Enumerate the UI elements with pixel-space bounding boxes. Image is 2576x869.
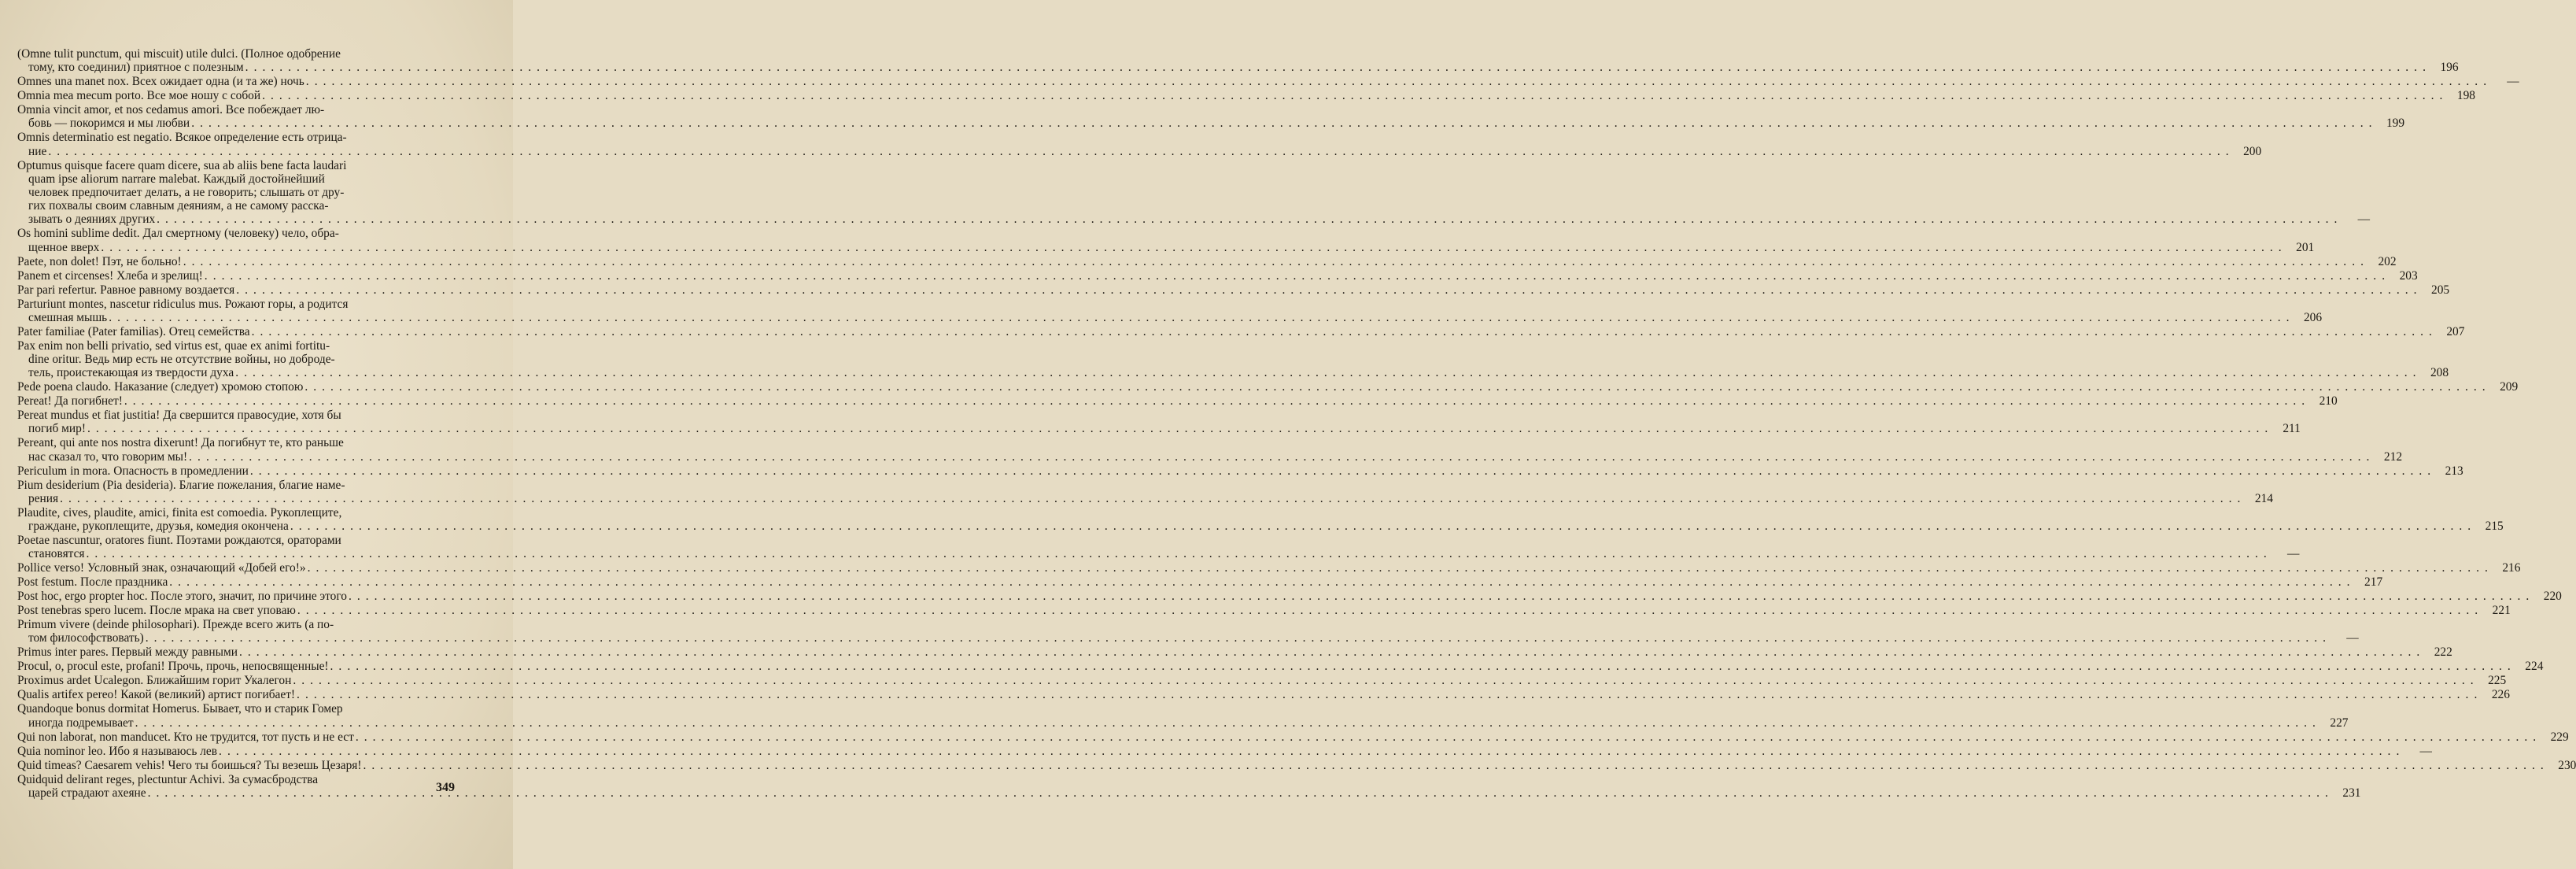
entry-line <box>17 409 458 422</box>
index-entry <box>17 75 2519 89</box>
entry-page-ref: 217 <box>2364 575 2383 590</box>
entry-text: Par pari refertur. Равное равному воздается <box>17 283 235 297</box>
entry-line <box>17 436 458 449</box>
entry-text: Plaudite, cives, plaudite, amici, finita est comoedia. Рукоплещите, <box>17 505 342 520</box>
dot-leader <box>235 366 2417 379</box>
dot-leader <box>205 269 2386 283</box>
entry-page-ref: 226 <box>2491 688 2510 702</box>
entry-page-ref: 206 <box>2303 310 2323 324</box>
dot-leader <box>146 631 2327 645</box>
dot-leader <box>157 213 2338 226</box>
index-entry <box>17 604 2511 618</box>
entry-line <box>17 394 2338 409</box>
dot-leader <box>219 745 2401 758</box>
entry-line <box>17 464 2463 478</box>
entry-line <box>17 213 2371 227</box>
dot-leader <box>189 450 2371 464</box>
entry-text: погиб мир! <box>28 422 86 436</box>
index-entry <box>17 394 2338 409</box>
entry-text: рения <box>28 491 59 505</box>
entry-text: Pium desiderium (Pia desideria). Благие пожелания, благие наме- <box>17 478 345 492</box>
dot-leader <box>183 255 2365 268</box>
entry-text: Pereant, qui ante nos nostra dixerunt! Да погибнут те, кто раньше <box>17 436 344 450</box>
dot-leader <box>236 283 2418 297</box>
entry-page-ref: 227 <box>2330 716 2349 730</box>
entry-line <box>17 47 458 61</box>
entry-text: Paete, non dolet! Пэт, не больно! <box>17 254 182 268</box>
entry-page-ref: 211 <box>2283 422 2301 436</box>
dot-leader <box>48 145 2230 158</box>
index-entry <box>17 575 2383 590</box>
page-number: 349 <box>436 781 455 794</box>
entry-page-ref: 214 <box>2254 491 2273 505</box>
dot-leader <box>330 660 2512 673</box>
entry-page-ref: — <box>2419 744 2432 758</box>
entry-text: Procul, o, procul este, profani! Прочь, прочь, непосвященные! <box>17 660 329 674</box>
entry-line <box>17 422 2301 436</box>
entry-page-ref: — <box>2346 631 2359 645</box>
phrase-index <box>17 47 2576 801</box>
entry-text: гих похвалы своим славным деяниям, а не самому расска- <box>28 199 329 213</box>
entry-page-ref: 201 <box>2296 240 2315 254</box>
entry-line <box>17 159 458 172</box>
index-entry <box>17 505 2504 534</box>
index-entry <box>17 131 2262 158</box>
dot-leader <box>250 464 2432 478</box>
entry-page-ref: 208 <box>2430 366 2449 380</box>
entry-text: Post hoc, ergo propter hoc. После этого, значит, по причине этого <box>17 590 347 604</box>
index-entry <box>17 158 2371 227</box>
dot-leader <box>293 674 2475 687</box>
dot-leader <box>306 75 2488 88</box>
index-entry <box>17 324 2465 338</box>
entry-text: Quia nominor leo. Ибо я называюсь лев <box>17 744 218 758</box>
entry-text: Optumus quisque facere quam dicere, sua ab aliis bene facta laudari <box>17 158 347 172</box>
entry-text: человек предпочитает делать, а не говорить; слышать от дру- <box>28 186 345 200</box>
entry-line <box>17 380 2519 394</box>
entry-page-ref: 225 <box>2488 674 2507 688</box>
entry-text: (Omne tulit punctum, qui miscuit) utile dulci. (Полное одобрение <box>17 47 341 61</box>
entry-text: царей страдают ахеяне <box>28 786 146 800</box>
entry-line <box>17 730 2569 744</box>
entry-line <box>17 491 2273 505</box>
index-entry <box>17 590 2562 604</box>
index-entry <box>17 561 2521 575</box>
index-entry <box>17 436 2403 464</box>
entry-page-ref: — <box>2507 75 2519 89</box>
entry-page-ref: 215 <box>2485 520 2504 534</box>
index-entry <box>17 103 2405 131</box>
dot-leader <box>297 604 2479 617</box>
index-entry <box>17 744 2432 758</box>
entry-text: Quid timeas? Caesarem vehis! Чего ты боишься? Ты везешь Цезаря! <box>17 758 362 772</box>
entry-line <box>17 240 2315 254</box>
entry-text: щенное вверх <box>28 240 100 254</box>
entry-text: Parturiunt montes, nascetur ridiculus mus. Рожают горы, а родится <box>17 297 349 311</box>
entry-line <box>17 604 2511 618</box>
entry-text: становятся <box>28 547 85 561</box>
index-entry <box>17 338 2449 380</box>
entry-line <box>17 116 2405 131</box>
entry-page-ref: 209 <box>2500 380 2519 394</box>
entry-text: Pereat mundus et fiat justitia! Да свершится правосудие, хотя бы <box>17 409 341 423</box>
entry-text: Qualis artifex pereo! Какой (великий) артист погибает! <box>17 688 296 702</box>
entry-line <box>17 298 458 311</box>
entry-line <box>17 674 2507 688</box>
index-entry <box>17 254 2397 268</box>
entry-line <box>17 520 2504 534</box>
entry-text: Primus inter pares. Первый между равными <box>17 645 238 660</box>
entry-line <box>17 310 2323 324</box>
entry-line <box>17 254 2397 268</box>
entry-text: Pax enim non belli privatio, sed virtus est, quae ex animi fortitu- <box>17 338 330 353</box>
index-entry <box>17 89 2475 103</box>
entry-line <box>17 786 2361 800</box>
entry-line <box>17 547 2300 561</box>
dot-leader <box>364 759 2545 772</box>
index-entry <box>17 660 2544 674</box>
entry-text: тель, проистекающая из твердости духа <box>28 366 234 380</box>
entry-text: ние <box>28 144 47 158</box>
entry-line <box>17 268 2418 283</box>
entry-line <box>17 227 458 240</box>
entry-text: тому, кто соединил) приятное с полезным <box>28 61 244 75</box>
entry-text: quam ipse aliorum narrare malebat. Каждый достойнейший <box>28 172 325 186</box>
dot-leader <box>245 61 2427 74</box>
entry-page-ref: 205 <box>2431 283 2450 297</box>
index-entry <box>17 758 2576 772</box>
entry-text: Primum vivere (deinde philosophari). Прежде всего жить (а по- <box>17 618 334 632</box>
entry-line <box>17 75 2519 89</box>
entry-text: Quidquid delirant reges, plectuntur Achivi. За сумасбродства <box>17 772 319 786</box>
entry-text: том философствовать) <box>28 631 144 645</box>
entry-line <box>17 618 458 631</box>
entry-line <box>17 506 458 520</box>
entry-line <box>17 353 458 366</box>
entry-text: Pater familiae (Pater familias). Отец семейства <box>17 324 250 338</box>
dot-leader <box>239 645 2421 659</box>
entry-page-ref: 213 <box>2445 464 2463 478</box>
index-entry <box>17 283 2450 297</box>
entry-text: Omnia vincit amor, et nos cedamus amori. Все побеждает лю- <box>17 103 325 117</box>
entry-line <box>17 366 2449 380</box>
index-entry <box>17 409 2301 436</box>
entry-line <box>17 688 2510 702</box>
entry-page-ref: — <box>2357 213 2371 227</box>
dot-leader <box>87 422 2269 435</box>
entry-page-ref: 229 <box>2550 730 2569 744</box>
index-entry <box>17 772 2361 800</box>
dot-leader <box>262 89 2444 102</box>
dot-leader <box>86 547 2268 560</box>
entry-text: Post tenebras spero lucem. После мрака на свет уповаю <box>17 604 296 618</box>
index-entry <box>17 618 2359 645</box>
index-entry <box>17 534 2300 561</box>
entry-page-ref: 196 <box>2440 61 2459 75</box>
entry-line <box>17 172 458 186</box>
entry-page-ref: 230 <box>2558 758 2576 772</box>
index-entry <box>17 688 2510 702</box>
dot-leader <box>356 730 2537 744</box>
dot-leader <box>60 492 2242 505</box>
entry-text: dine oritur. Ведь мир есть не отсутствие войны, но доброде- <box>28 353 335 367</box>
entry-text: Panem et circenses! Хлеба и зрелищ! <box>17 268 203 283</box>
entry-line <box>17 744 2432 758</box>
index-entry <box>17 268 2418 283</box>
entry-text: Qui non laborat, non manducet. Кто не трудится, тот пусть и не ест <box>17 730 354 744</box>
dot-leader <box>308 561 2489 575</box>
entry-page-ref: 221 <box>2492 604 2511 618</box>
entry-text: Pede poena claudo. Наказание (следует) хромою стопою <box>17 380 304 394</box>
entry-text: иногда подремывает <box>28 716 134 730</box>
entry-line <box>17 758 2576 772</box>
entry-page-ref: 220 <box>2543 590 2562 604</box>
index-entry <box>17 674 2507 688</box>
index-entry <box>17 702 2349 730</box>
entry-page-ref: 224 <box>2525 660 2544 674</box>
entry-line <box>17 773 458 786</box>
entry-text: Pollice verso! Условный знак, означающий «Добей его!» <box>17 561 306 575</box>
entry-line <box>17 590 2562 604</box>
entry-line <box>17 702 458 716</box>
entry-line <box>17 561 2521 575</box>
entry-line <box>17 89 2475 103</box>
entry-text: Proximus ardet Ucalegon. Ближайшим горит Укалегон <box>17 674 292 688</box>
entry-line <box>17 131 458 144</box>
entry-text: Pereat! Да погибнет! <box>17 394 123 409</box>
entry-line <box>17 103 458 116</box>
index-entry <box>17 464 2463 478</box>
dot-leader <box>109 311 2290 324</box>
entry-text: Periculum in mora. Опасность в промедлении <box>17 464 249 478</box>
entry-text: Omnes una manet nox. Всех ожидает одна (и та же) ночь <box>17 75 304 89</box>
entry-page-ref: 210 <box>2319 394 2338 409</box>
entry-text: бовь — покоримся и мы любви <box>28 116 190 131</box>
entry-page-ref: 203 <box>2399 268 2418 283</box>
entry-line <box>17 61 2459 75</box>
entry-text: граждане, рукоплещите, друзья, комедия окончена <box>28 520 289 534</box>
entry-line <box>17 449 2403 464</box>
entry-page-ref: 202 <box>2378 254 2397 268</box>
entry-line <box>17 660 2544 674</box>
dot-leader <box>304 380 2486 394</box>
dot-leader <box>124 394 2306 408</box>
entry-page-ref: 199 <box>2386 116 2405 131</box>
entry-page-ref: 198 <box>2456 89 2475 103</box>
entry-text: зывать о деяниях других <box>28 213 156 227</box>
entry-text: Omnia mea mecum porto. Все мое ношу с собой <box>17 89 261 103</box>
entry-line <box>17 645 2452 660</box>
dot-leader <box>169 575 2351 589</box>
index-entry <box>17 297 2323 324</box>
entry-text: Quandoque bonus dormitat Homerus. Бывает, что и старик Гомер <box>17 702 343 716</box>
entry-line <box>17 199 458 213</box>
entry-line <box>17 186 458 199</box>
dot-leader <box>148 786 2330 800</box>
entry-line <box>17 534 458 547</box>
entry-text: Poetae nascuntur, oratores fiunt. Поэтами рождаются, ораторами <box>17 534 341 548</box>
dot-leader <box>349 590 2530 603</box>
dot-leader <box>297 688 2478 701</box>
dot-leader <box>101 241 2283 254</box>
entry-line <box>17 575 2383 590</box>
dot-leader <box>135 716 2317 730</box>
entry-text: Omnis determinatio est negatio. Всякое определение есть отрица- <box>17 131 347 145</box>
entry-page-ref: — <box>2286 547 2300 561</box>
entry-line <box>17 283 2450 297</box>
entry-text: Post festum. После праздника <box>17 575 168 590</box>
index-entry <box>17 645 2452 660</box>
dot-leader <box>290 520 2472 533</box>
index-entry <box>17 227 2315 254</box>
entry-page-ref: 231 <box>2342 786 2361 800</box>
entry-line <box>17 631 2359 645</box>
index-entry <box>17 47 2459 75</box>
entry-text: смешная мышь <box>28 310 108 324</box>
entry-line <box>17 339 458 353</box>
index-entry <box>17 380 2519 394</box>
dot-leader <box>252 325 2434 338</box>
index-entry <box>17 730 2569 744</box>
entry-text: Os homini sublime dedit. Дал смертному (человеку) чело, обра- <box>17 227 339 241</box>
entry-line <box>17 479 458 492</box>
entry-line <box>17 324 2465 338</box>
entry-page-ref: 200 <box>2243 144 2262 158</box>
entry-page-ref: 207 <box>2446 324 2465 338</box>
entry-page-ref: 212 <box>2383 449 2403 464</box>
entry-line <box>17 144 2262 158</box>
dot-leader <box>191 116 2373 130</box>
entry-line <box>17 716 2349 730</box>
index-entry <box>17 478 2273 505</box>
entry-page-ref: 216 <box>2502 561 2521 575</box>
entry-page-ref: 222 <box>2434 645 2452 660</box>
entry-text: нас сказал то, что говорим мы! <box>28 449 188 464</box>
